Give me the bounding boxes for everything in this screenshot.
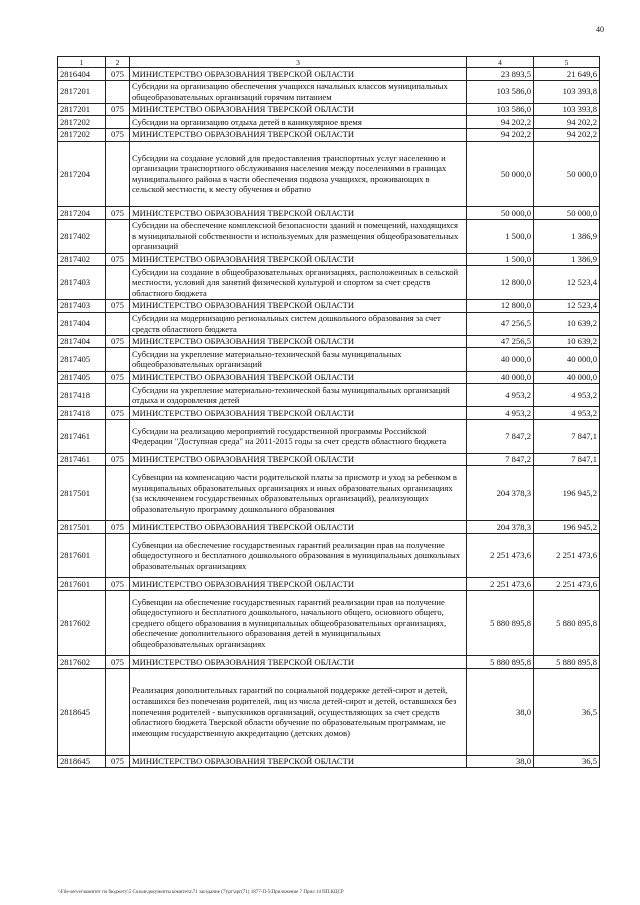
value-col4-cell: 5 880 895,8 [467, 590, 534, 656]
value-col4-cell: 204 378,3 [467, 521, 534, 534]
dept-cell [106, 266, 130, 300]
value-col5-cell: 36,5 [534, 755, 600, 768]
dept-cell [106, 80, 130, 103]
name-cell: Субсидии на создание в общеобразовательных организациях, расположенных в сельской местности, условий для занятий физической культурой и спортом за счет средств областного бюджета [130, 266, 467, 300]
code-cell: 2817405 [58, 348, 106, 371]
name-cell: Субсидии на организацию отдыха детей в каникулярное время [130, 116, 467, 129]
name-cell: МИНИСТЕРСТВО ОБРАЗОВАНИЯ ТВЕРСКОЙ ОБЛАСТИ [130, 578, 467, 591]
value-col4-cell: 12 800,0 [467, 266, 534, 300]
table-body [58, 68, 600, 768]
code-cell: 2817403 [58, 266, 106, 300]
code-cell: 2817418 [58, 384, 106, 407]
code-cell: 2816404 [58, 68, 106, 81]
dept-cell: 075 [106, 578, 130, 591]
code-cell: 2817461 [58, 453, 106, 466]
table-row [58, 419, 600, 453]
name-cell: МИНИСТЕРСТВО ОБРАЗОВАНИЯ ТВЕРСКОЙ ОБЛАСТИ [130, 407, 467, 420]
name-cell: Субвенции на компенсацию части родительской платы за присмотр и уход за ребенком в муниципальных образовательных организациях и иных образовательных организациях (за исключением государственных образовательных организаций), реализующих образовательную программу дошкольного образования [130, 466, 467, 521]
name-cell: МИНИСТЕРСТВО ОБРАЗОВАНИЯ ТВЕРСКОЙ ОБЛАСТИ [130, 68, 467, 81]
ministry-total-row [58, 299, 600, 312]
column-header: 5 [534, 57, 600, 68]
code-cell: 2817405 [58, 371, 106, 384]
code-cell: 2817402 [58, 253, 106, 266]
page-number: 40 [596, 25, 604, 34]
value-col4-cell: 12 800,0 [467, 299, 534, 312]
column-header: 3 [130, 57, 467, 68]
name-cell: Субсидии на организацию обеспечения учащихся начальных классов муниципальных общеобразовательных организаций горячим питанием [130, 80, 467, 103]
dept-cell: 075 [106, 335, 130, 348]
value-col5-cell: 50 000,0 [534, 207, 600, 220]
value-col4-cell: 7 847,2 [467, 453, 534, 466]
value-col5-cell: 1 386,9 [534, 219, 600, 253]
value-col4-cell: 94 202,2 [467, 116, 534, 129]
value-col4-cell: 2 251 473,6 [467, 533, 534, 577]
ministry-total-row [58, 578, 600, 591]
value-col4-cell: 1 500,0 [467, 253, 534, 266]
table-row [58, 466, 600, 521]
code-cell: 2817403 [58, 299, 106, 312]
value-col5-cell: 94 202,2 [534, 116, 600, 129]
ministry-total-row [58, 103, 600, 116]
value-col5-cell: 4 953,2 [534, 384, 600, 407]
code-cell: 2817402 [58, 219, 106, 253]
table-row [58, 141, 600, 207]
value-col5-cell: 12 523,4 [534, 299, 600, 312]
table-row [58, 219, 600, 253]
column-header: 1 [58, 57, 106, 68]
code-cell: 2817201 [58, 103, 106, 116]
dept-cell: 075 [106, 656, 130, 669]
value-col4-cell: 47 256,5 [467, 312, 534, 335]
ministry-total-row [58, 128, 600, 141]
ministry-total-row [58, 253, 600, 266]
table-header-row [58, 57, 600, 68]
value-col5-cell: 40 000,0 [534, 348, 600, 371]
code-cell: 2817202 [58, 128, 106, 141]
code-cell: 2817204 [58, 207, 106, 220]
name-cell: МИНИСТЕРСТВО ОБРАЗОВАНИЯ ТВЕРСКОЙ ОБЛАСТИ [130, 128, 467, 141]
table-row [58, 80, 600, 103]
dept-cell [106, 219, 130, 253]
value-col5-cell: 12 523,4 [534, 266, 600, 300]
dept-cell: 075 [106, 207, 130, 220]
code-cell: 2817418 [58, 407, 106, 420]
ministry-total-row [58, 656, 600, 669]
value-col4-cell: 7 847,2 [467, 419, 534, 453]
code-cell: 2817461 [58, 419, 106, 453]
value-col4-cell: 23 893,5 [467, 68, 534, 81]
ministry-total-row [58, 68, 600, 81]
value-col5-cell: 196 945,2 [534, 521, 600, 534]
dept-cell [106, 141, 130, 207]
code-cell: 2817202 [58, 116, 106, 129]
dept-cell: 075 [106, 371, 130, 384]
name-cell: Реализация дополнительных гарантий по социальной поддержке детей-сирот и детей, оставшихся без попечения родителей, лиц из числа детей-сирот и детей, оставшихся без попечения родителей - выпускников организаций, осуществляющих за счет средств областного бюджета Тверской области обучение по образовательным программам, не имеющим государственную аккредитацию (детских домов) [130, 669, 467, 756]
name-cell: Субсидии на создание условий для предоставления транспортных услуг населению и организации транспортного обслуживания населения между поселениями в границах муниципального района в части обеспечения подвоза учащихся, проживающих в сельской местности, к месту обучения и обратно [130, 141, 467, 207]
name-cell: Субвенции на обеспечение государственных гарантий реализации прав на получение общедоступного и бесплатного дошкольного образования в муниципальных дошкольных образовательных организациях [130, 533, 467, 577]
name-cell: Субсидии на модернизацию региональных систем дошкольного образования за счет средств областного бюджета [130, 312, 467, 335]
code-cell: 2817602 [58, 656, 106, 669]
code-cell: 2817602 [58, 590, 106, 656]
value-col5-cell: 7 847,1 [534, 453, 600, 466]
code-cell: 2817601 [58, 578, 106, 591]
ministry-total-row [58, 371, 600, 384]
dept-cell [106, 466, 130, 521]
column-header: 2 [106, 57, 130, 68]
value-col5-cell: 10 639,2 [534, 312, 600, 335]
table-row [58, 312, 600, 335]
value-col4-cell: 38,0 [467, 755, 534, 768]
value-col4-cell: 47 256,5 [467, 335, 534, 348]
ministry-total-row [58, 453, 600, 466]
value-col5-cell: 5 880 895,8 [534, 656, 600, 669]
code-cell: 2817501 [58, 521, 106, 534]
value-col4-cell: 40 000,0 [467, 348, 534, 371]
value-col4-cell: 1 500,0 [467, 219, 534, 253]
dept-cell [106, 533, 130, 577]
code-cell: 2818645 [58, 669, 106, 756]
table-row [58, 669, 600, 756]
value-col5-cell: 196 945,2 [534, 466, 600, 521]
value-col5-cell: 1 386,9 [534, 253, 600, 266]
name-cell: МИНИСТЕРСТВО ОБРАЗОВАНИЯ ТВЕРСКОЙ ОБЛАСТИ [130, 656, 467, 669]
code-cell: 2817201 [58, 80, 106, 103]
dept-cell [106, 419, 130, 453]
name-cell: МИНИСТЕРСТВО ОБРАЗОВАНИЯ ТВЕРСКОЙ ОБЛАСТИ [130, 207, 467, 220]
dept-cell [106, 384, 130, 407]
file-path-footer: \\File-server\комитет по бюджету\5 Созыв\документы комитета\71 заседание (7)\рг\арг(71) 1877-П-5\Приложение 7 Прил 14 ПП.КЦСР [58, 890, 344, 895]
value-col5-cell: 4 953,2 [534, 407, 600, 420]
dept-cell [106, 312, 130, 335]
dept-cell [106, 348, 130, 371]
value-col4-cell: 40 000,0 [467, 371, 534, 384]
value-col5-cell: 40 000,0 [534, 371, 600, 384]
table-row [58, 348, 600, 371]
value-col4-cell: 94 202,2 [467, 128, 534, 141]
name-cell: МИНИСТЕРСТВО ОБРАЗОВАНИЯ ТВЕРСКОЙ ОБЛАСТИ [130, 453, 467, 466]
value-col4-cell: 4 953,2 [467, 384, 534, 407]
code-cell: 2817601 [58, 533, 106, 577]
value-col5-cell: 10 639,2 [534, 335, 600, 348]
name-cell: МИНИСТЕРСТВО ОБРАЗОВАНИЯ ТВЕРСКОЙ ОБЛАСТИ [130, 521, 467, 534]
value-col4-cell: 2 251 473,6 [467, 578, 534, 591]
dept-cell: 075 [106, 407, 130, 420]
name-cell: Субсидии на обеспечение комплексной безопасности зданий и помещений, находящихся в муниципальной собственности и используемых для размещения общеобразовательных организаций [130, 219, 467, 253]
name-cell: Субсидии на реализацию мероприятий государственной программы Российской Федерации "Доступная среда" на 2011-2015 годы за счет средств областного бюджета [130, 419, 467, 453]
ministry-total-row [58, 521, 600, 534]
table-row [58, 384, 600, 407]
code-cell: 2817204 [58, 141, 106, 207]
value-col4-cell: 50 000,0 [467, 141, 534, 207]
value-col4-cell: 204 378,3 [467, 466, 534, 521]
dept-cell: 075 [106, 103, 130, 116]
value-col5-cell: 50 000,0 [534, 141, 600, 207]
dept-cell [106, 116, 130, 129]
name-cell: МИНИСТЕРСТВО ОБРАЗОВАНИЯ ТВЕРСКОЙ ОБЛАСТИ [130, 253, 467, 266]
name-cell: Субвенции на обеспечение государственных гарантий реализации прав на получение общедоступного и бесплатного дошкольного, начального общего, основного общего, среднего общего образования в муниципальных общеобразовательных организациях, обеспечение дополнительного образования детей в муниципальных общеобразовательных организациях [130, 590, 467, 656]
code-cell: 2817404 [58, 312, 106, 335]
column-header: 4 [467, 57, 534, 68]
ministry-total-row [58, 335, 600, 348]
code-cell: 2817404 [58, 335, 106, 348]
name-cell: МИНИСТЕРСТВО ОБРАЗОВАНИЯ ТВЕРСКОЙ ОБЛАСТИ [130, 299, 467, 312]
value-col5-cell: 94 202,2 [534, 128, 600, 141]
dept-cell: 075 [106, 68, 130, 81]
value-col4-cell: 38,0 [467, 669, 534, 756]
dept-cell: 075 [106, 299, 130, 312]
name-cell: МИНИСТЕРСТВО ОБРАЗОВАНИЯ ТВЕРСКОЙ ОБЛАСТИ [130, 335, 467, 348]
dept-cell: 075 [106, 755, 130, 768]
name-cell: МИНИСТЕРСТВО ОБРАЗОВАНИЯ ТВЕРСКОЙ ОБЛАСТИ [130, 371, 467, 384]
value-col5-cell: 7 847,1 [534, 419, 600, 453]
table-row [58, 116, 600, 129]
dept-cell [106, 590, 130, 656]
code-cell: 2818645 [58, 755, 106, 768]
table-row [58, 533, 600, 577]
budget-table [57, 56, 600, 768]
value-col4-cell: 103 586,0 [467, 80, 534, 103]
value-col5-cell: 21 649,6 [534, 68, 600, 81]
dept-cell: 075 [106, 521, 130, 534]
value-col5-cell: 2 251 473,6 [534, 533, 600, 577]
table-row [58, 590, 600, 656]
value-col4-cell: 4 953,2 [467, 407, 534, 420]
value-col4-cell: 50 000,0 [467, 207, 534, 220]
value-col4-cell: 5 880 895,8 [467, 656, 534, 669]
value-col5-cell: 2 251 473,6 [534, 578, 600, 591]
name-cell: МИНИСТЕРСТВО ОБРАЗОВАНИЯ ТВЕРСКОЙ ОБЛАСТИ [130, 103, 467, 116]
name-cell: Субсидии на укрепление материально-технической базы муниципальных общеобразовательных организаций [130, 348, 467, 371]
dept-cell: 075 [106, 253, 130, 266]
dept-cell: 075 [106, 128, 130, 141]
value-col5-cell: 36,5 [534, 669, 600, 756]
ministry-total-row [58, 207, 600, 220]
name-cell: МИНИСТЕРСТВО ОБРАЗОВАНИЯ ТВЕРСКОЙ ОБЛАСТИ [130, 755, 467, 768]
value-col5-cell: 103 393,8 [534, 80, 600, 103]
code-cell: 2817501 [58, 466, 106, 521]
ministry-total-row [58, 755, 600, 768]
value-col5-cell: 103 393,8 [534, 103, 600, 116]
dept-cell: 075 [106, 453, 130, 466]
dept-cell [106, 669, 130, 756]
name-cell: Субсидии на укрепление материально-технической базы муниципальных организаций отдыха и оздоровления детей [130, 384, 467, 407]
value-col5-cell: 5 880 895,8 [534, 590, 600, 656]
ministry-total-row [58, 407, 600, 420]
value-col4-cell: 103 586,0 [467, 103, 534, 116]
table-row [58, 266, 600, 300]
